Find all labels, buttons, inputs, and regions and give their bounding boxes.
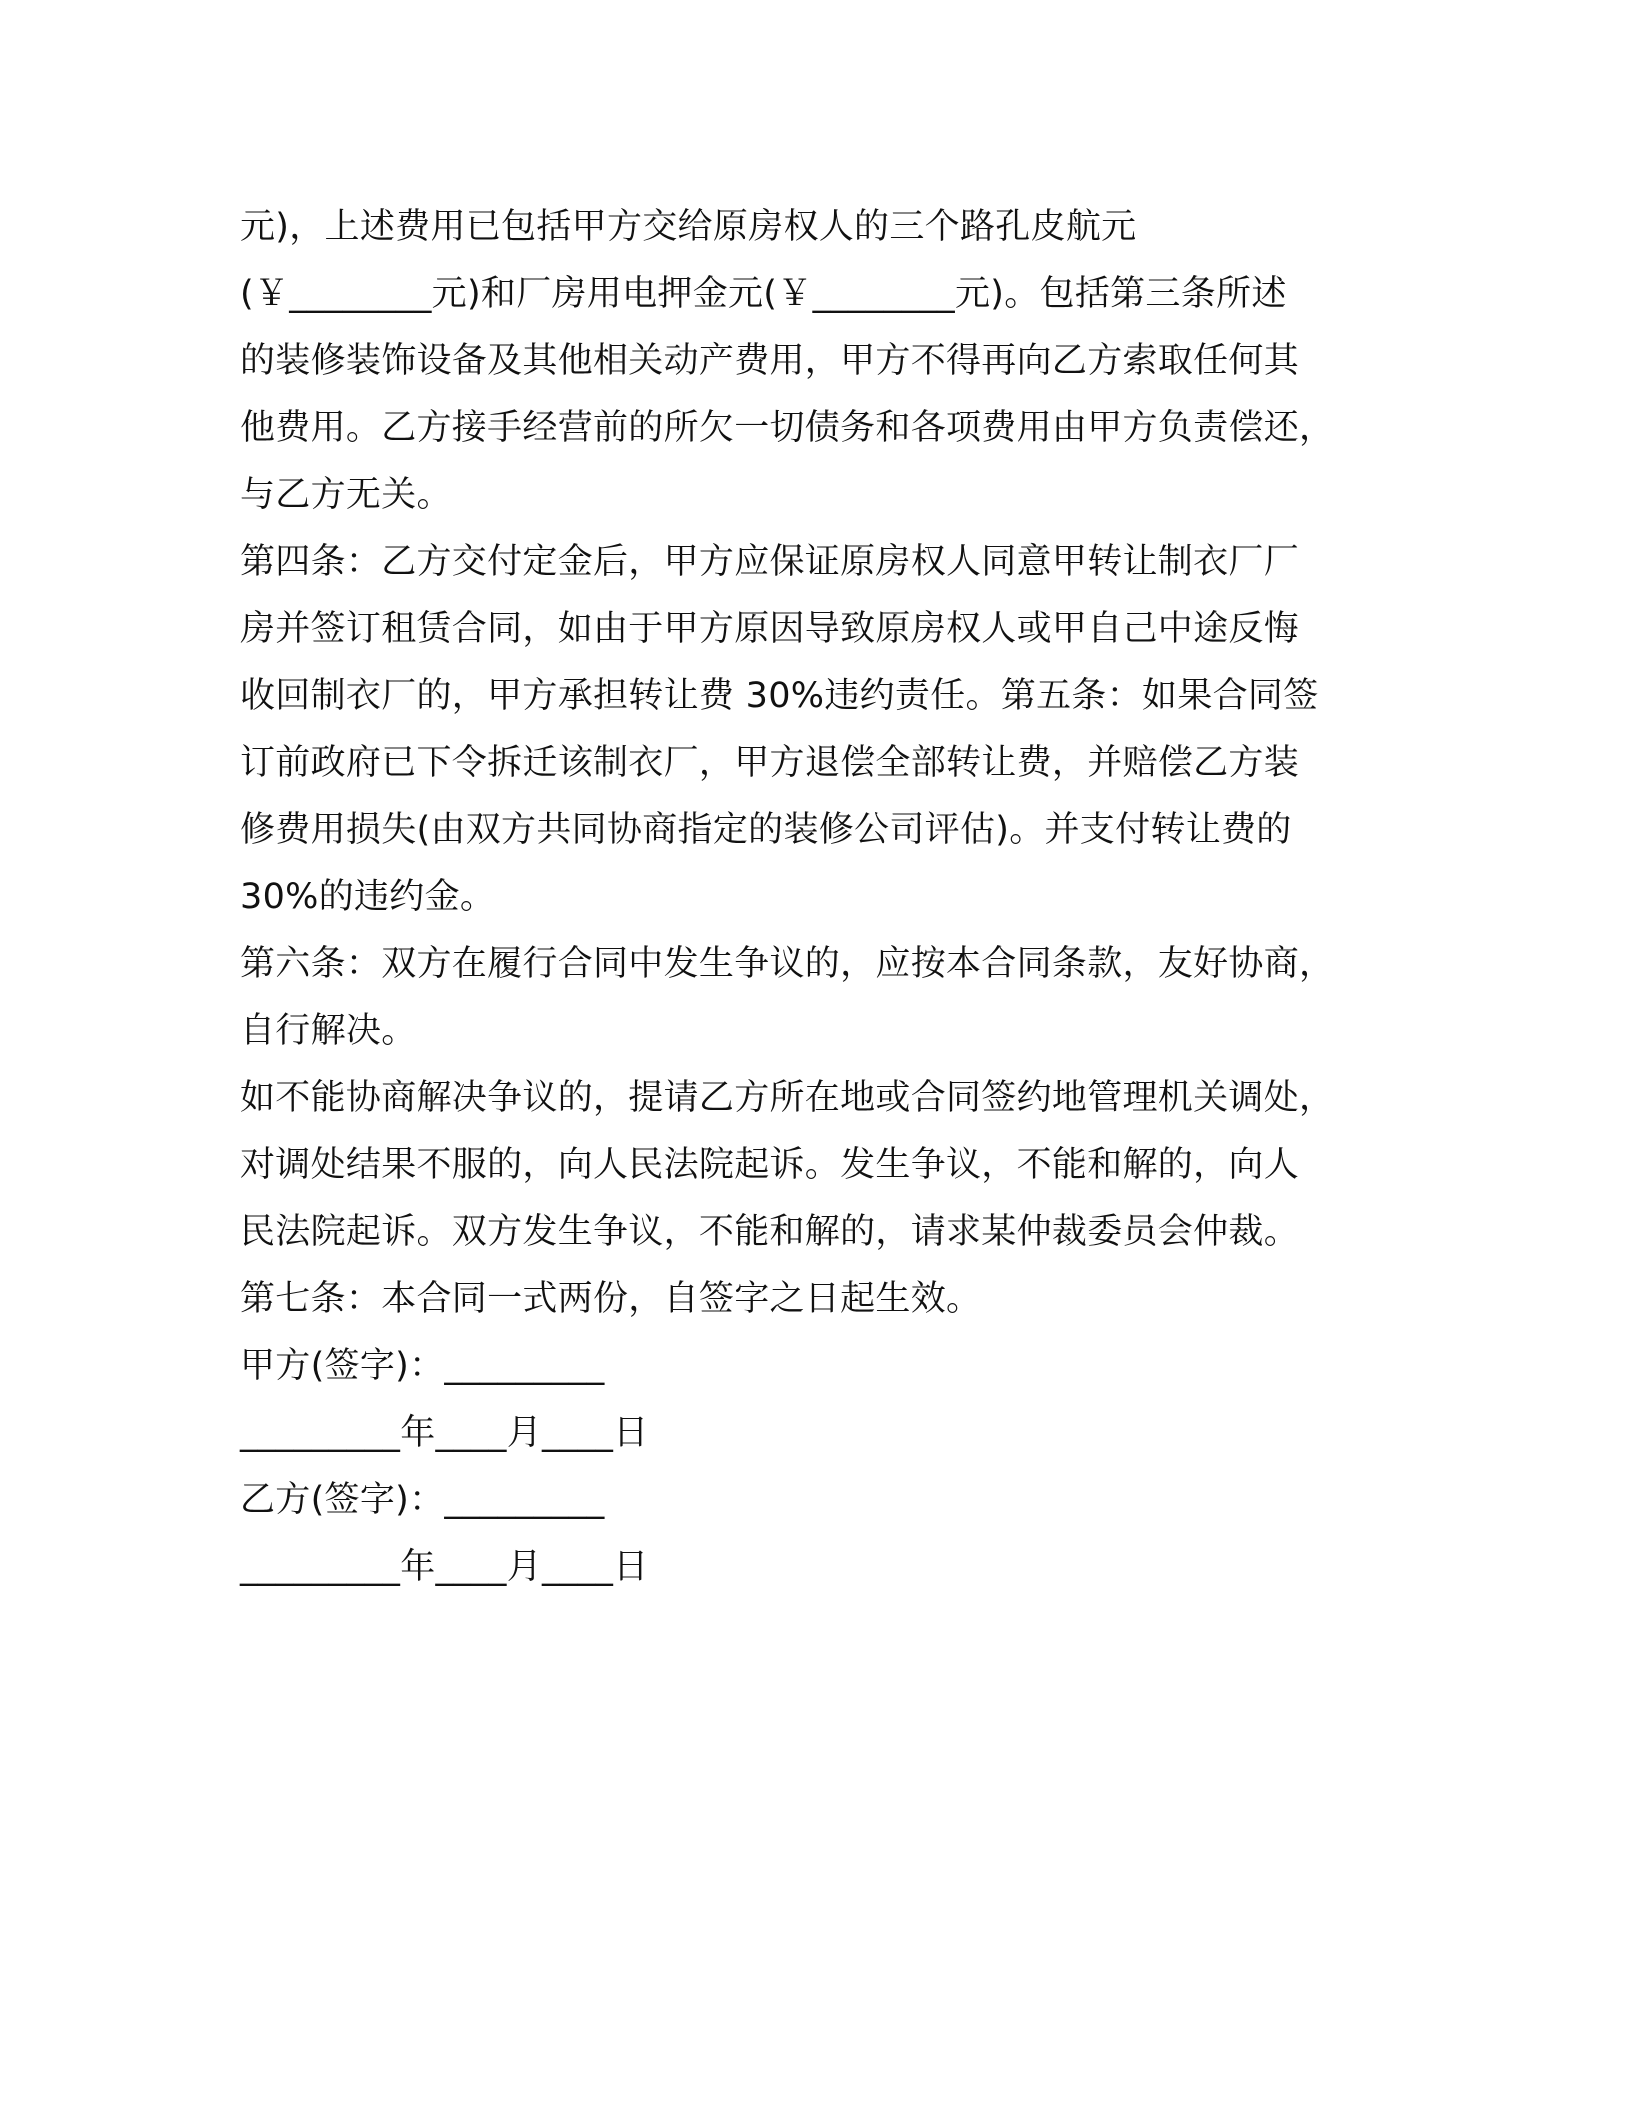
party-b-signature-line: 乙方(签字)：_________: [240, 1480, 605, 1520]
article-4-line: 第四条：乙方交付定金后，甲方应保证原房权人同意甲转让制衣厂厂: [240, 542, 1300, 582]
text-line: 对调处结果不服的，向人民法院起诉。发生争议，不能和解的，向人: [240, 1145, 1300, 1185]
text-line: 房并签订租赁合同，如由于甲方原因导致原房权人或甲自己中途反悔: [240, 609, 1300, 649]
text-line: 收回制衣厂的，甲方承担转让费 30%违约责任。第五条：如果合同签: [240, 676, 1319, 716]
article-7-line: 第七条：本合同一式两份，自签字之日起生效。: [240, 1279, 982, 1319]
text-line: 订前政府已下令拆迁该制衣厂，甲方退偿全部转让费，并赔偿乙方装: [240, 743, 1300, 783]
text-line: 自行解决。: [240, 1011, 417, 1051]
text-line: 30%的违约金。: [240, 877, 496, 917]
text-line: 如不能协商解决争议的，提请乙方所在地或合同签约地管理机关调处，: [240, 1078, 1335, 1118]
text-line: 的装修装饰设备及其他相关动产费用，甲方不得再向乙方索取任何其: [240, 341, 1300, 381]
text-line: 修费用损失(由双方共同协商指定的装修公司评估)。并支付转让费的: [240, 810, 1292, 850]
contract-text: [240, 194, 1380, 1601]
text-line: 民法院起诉。双方发生争议，不能和解的，请求某仲裁委员会仲裁。: [240, 1212, 1300, 1252]
text-line: (￥________元)和厂房用电押金元(￥________元)。包括第三条所述: [240, 274, 1287, 314]
text-line: 与乙方无关。: [240, 475, 452, 515]
party-a-date-line: _________年____月____日: [240, 1413, 649, 1453]
text-line: 元)，上述费用已包括甲方交给原房权人的三个路孔皮航元: [240, 207, 1137, 247]
party-a-signature-line: 甲方(签字)：_________: [240, 1346, 605, 1386]
text-line: 他费用。乙方接手经营前的所欠一切债务和各项费用由甲方负责偿还，: [240, 408, 1335, 448]
party-b-date-line: _________年____月____日: [240, 1547, 649, 1587]
article-6-line: 第六条：双方在履行合同中发生争议的，应按本合同条款，友好协商，: [240, 944, 1335, 984]
